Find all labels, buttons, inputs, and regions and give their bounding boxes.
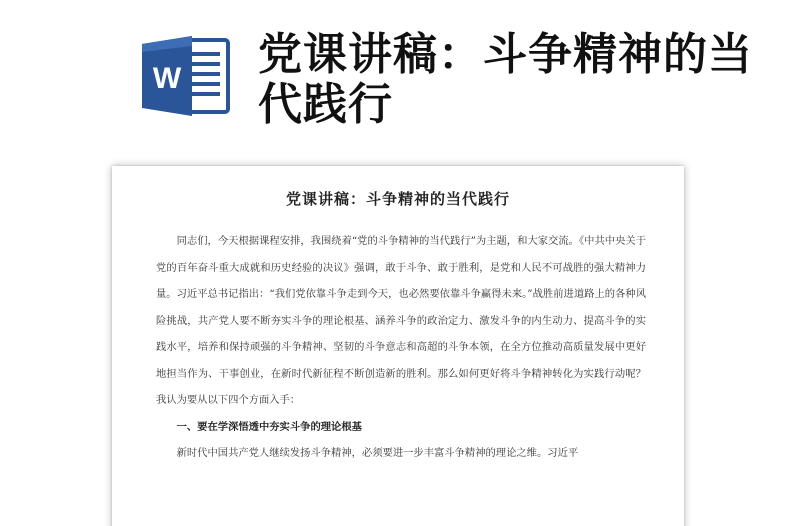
document-paragraph: 新时代中国共产党人继续发扬斗争精神，必须要进一步丰富斗争精神的理论之维。习近平	[176, 447, 579, 459]
page-title: 党课讲稿：斗争精神的当代践行	[258, 29, 753, 130]
document-paragraph: 同志们，今天根据课程安排，我围绕着“党的斗争精神的当代践行”为主题，和大家交流。《中共中央关于党的百年奋斗重大成就和历史经验的决议》强调，敢于斗争、敢于胜利，是党和人民不可战胜的强大精神力量。习近平总书记指出：“我们党依靠斗争走到今天，也必然要依靠斗争赢得未来。”战胜前进道路上的各种风险挑战，共产党人要不断夯实斗争的理论根基、涵养斗争的政治定力、激发斗争的内生动力、提高斗争的实践水平，培养和保持顽强的斗争精神、坚韧的斗争意志和高超的斗争本领，在全方位推动高质量发展中更好地担当作为、干事创业，在新时代新征程不断创造新的胜利。那么如何更好将斗争精神转化为实践行动呢？我认为要从以下四个方面入手：	[156, 235, 646, 406]
document-body	[156, 228, 646, 467]
header	[0, 0, 800, 150]
word-icon-letter: W	[152, 62, 182, 95]
word-document-icon	[140, 34, 232, 118]
document-title: 党课讲稿：斗争精神的当代践行	[285, 190, 510, 208]
document-page	[112, 166, 684, 526]
section-heading: 一、要在学深悟透中夯实斗争的理论根基	[176, 420, 362, 433]
